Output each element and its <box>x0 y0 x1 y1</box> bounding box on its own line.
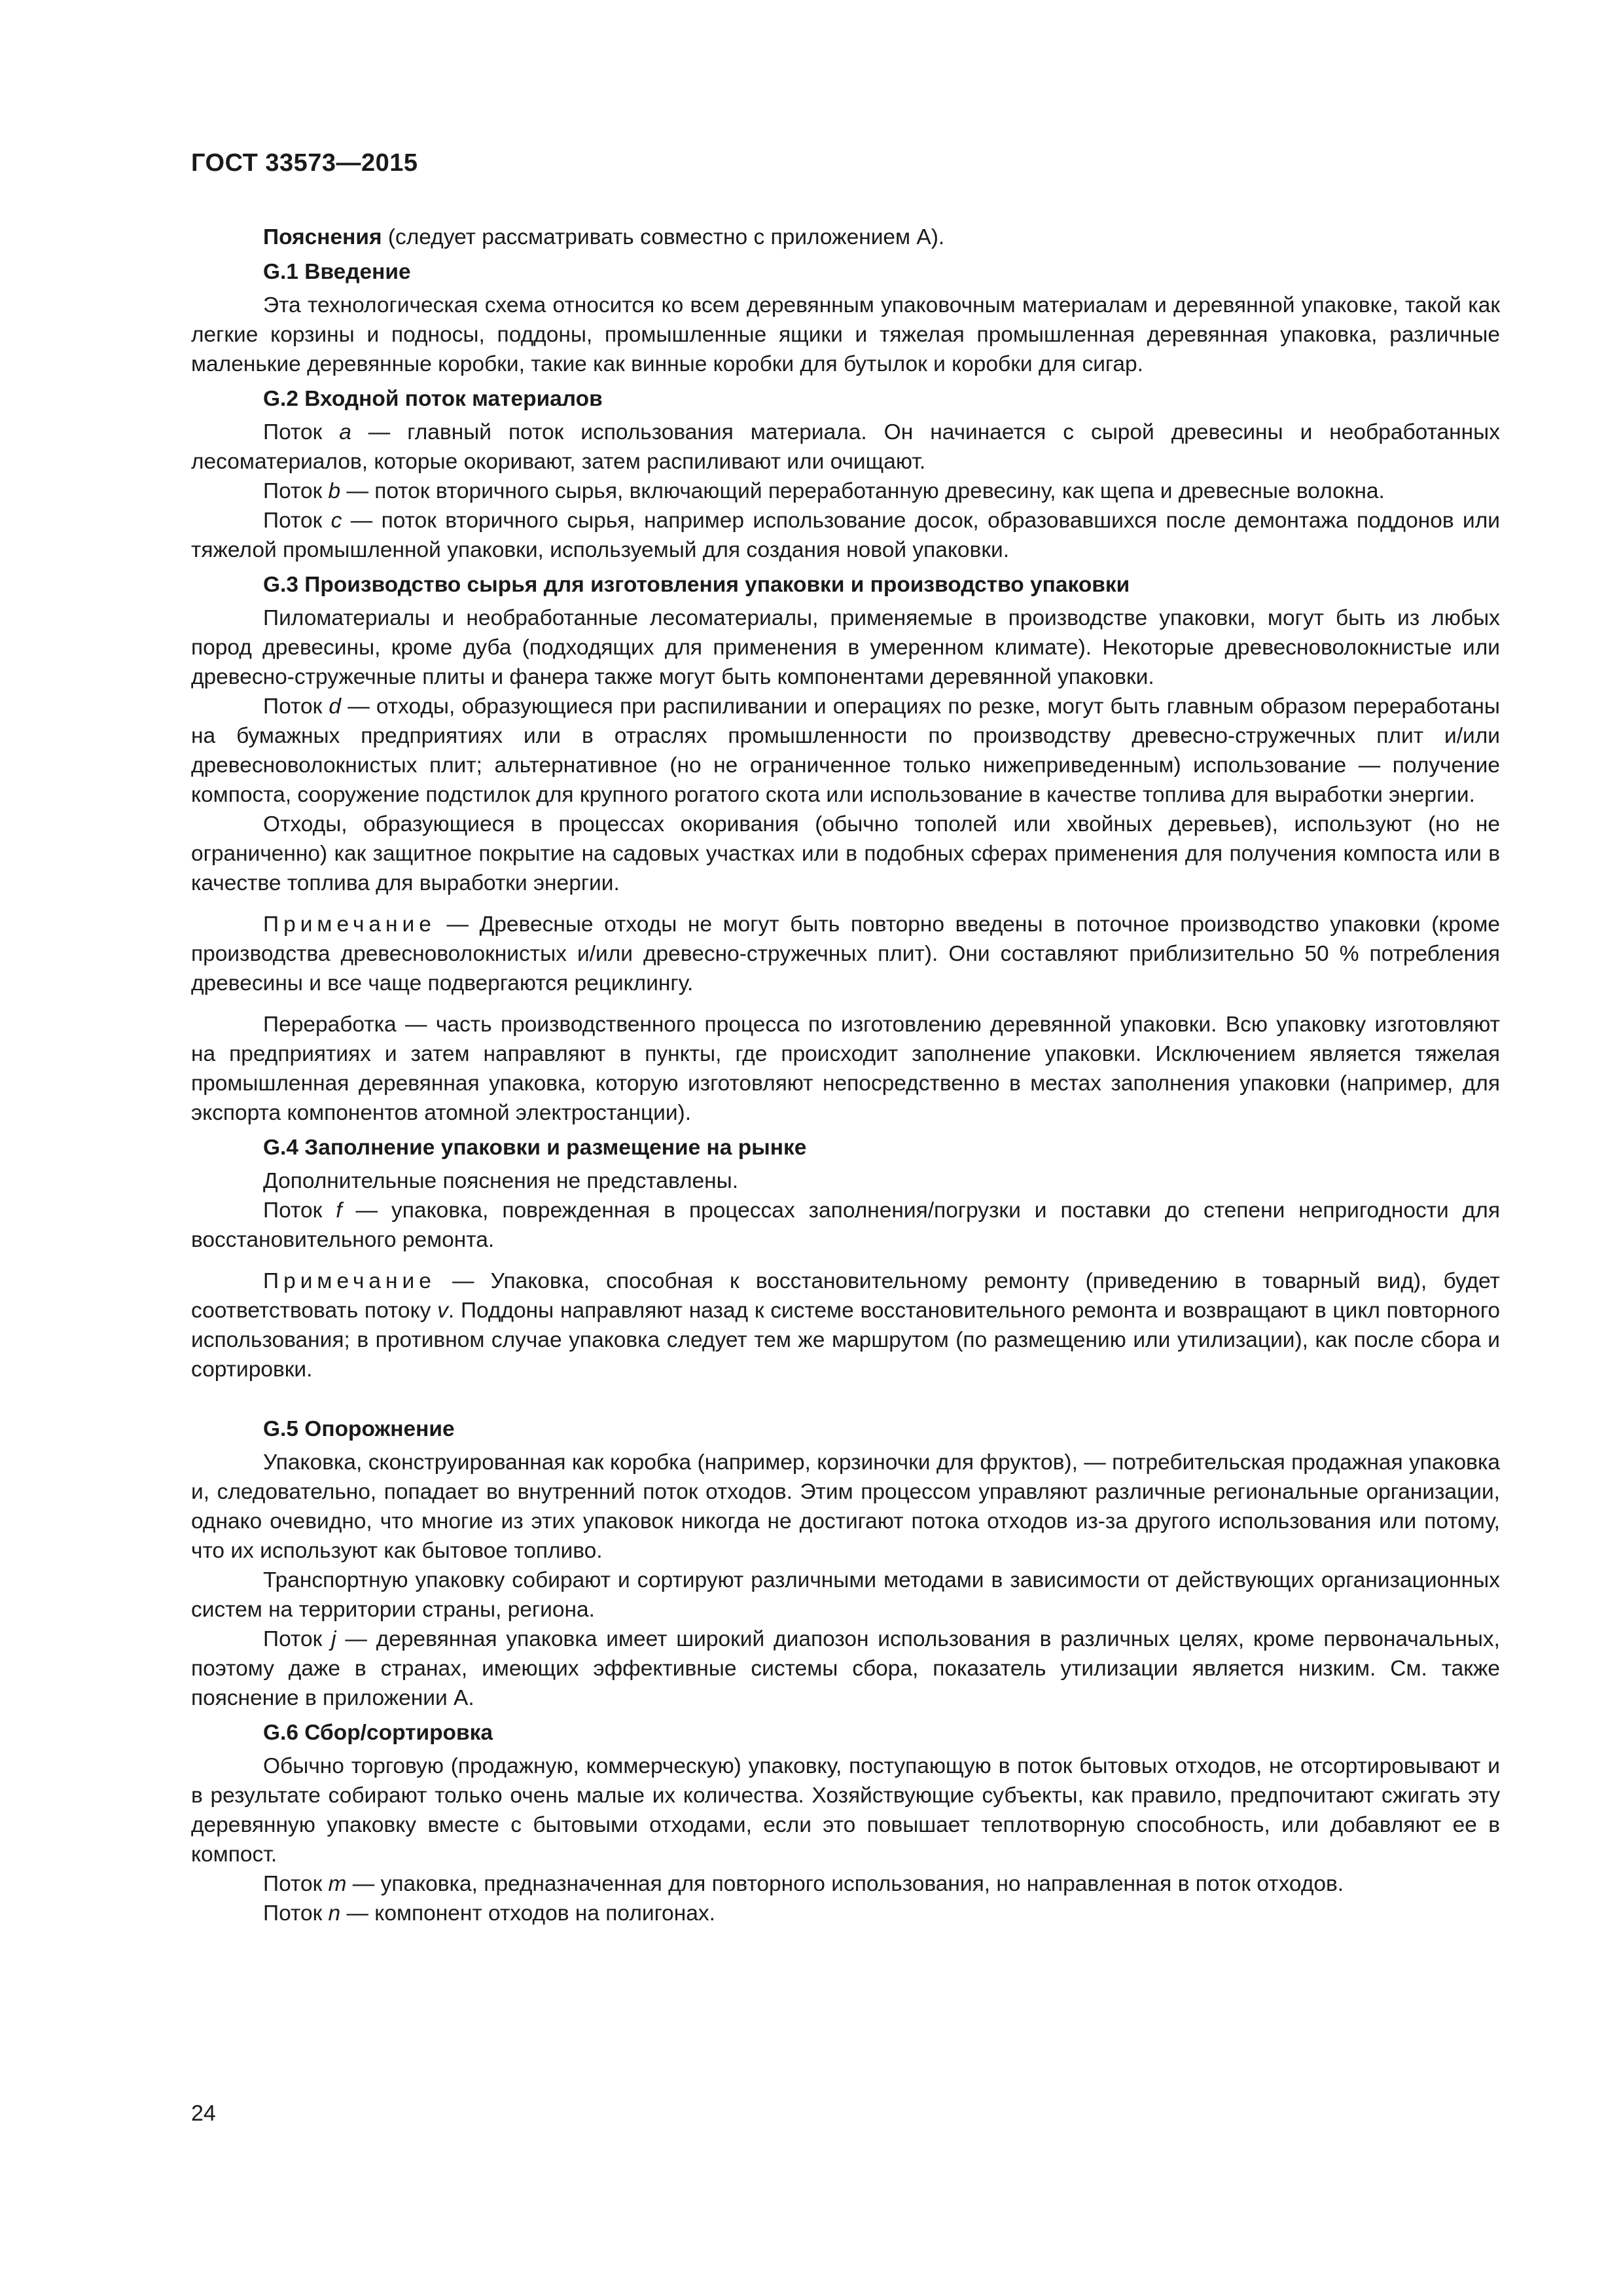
g2-paragraph-3 <box>191 506 1500 565</box>
section-heading-g6: G.6 Сбор/сортировка <box>263 1721 493 1745</box>
g3-p2-text: — отходы, образующиеся при распиливании и операциях по резке, могут быть главным образом переработаны на бумажных предприятиях или в отраслях промышленности по производству древесно-стружечных плит и/или древесноволокнистых плит; альтернативное (но не ограниченное только нижеприведенным) использование — получение компоста, сооружение подстилок для крупного рогатого скота или использование в качестве топлива для выработки энергии. <box>191 694 1500 807</box>
g5-p3-prefix: Поток <box>263 1627 332 1651</box>
g2-p1-variable: a <box>339 420 351 444</box>
page-number: 24 <box>191 2101 216 2126</box>
g3-paragraph-4: Переработка — часть производственного процесса по изготовлению деревянной упаковки. Всю упаковку изготовляют на предприятиях и затем направляют в пункты, где происходит заполнение упаковки. Исключением является тяжелая промышленная деревянная упаковка, которую изготовляют непосредственно в местах заполнения упаковки (например, для экспорта компонентов атомной электростанции). <box>191 1013 1500 1125</box>
g2-p1-prefix: Поток <box>263 420 340 444</box>
g2-p1-text: — главный поток использования материала. Он начинается с сырой древесины и необработанных лесоматериалов, которые окоривают, затем распиливают или очищают. <box>191 420 1500 474</box>
intro-bold-label: Пояснения <box>263 225 382 249</box>
section-heading-g2: G.2 Входной поток материалов <box>263 387 603 411</box>
g6-paragraph-3 <box>191 1899 1500 1928</box>
intro-text: (следует рассматривать совместно с приложением А). <box>382 225 945 249</box>
g5-paragraph-1: Упаковка, сконструированная как коробка (например, корзиночки для фруктов), — потребительская продажная упаковка и, следовательно, попадает во внутренний поток отходов. Этим процессом управляют различные региональные организации, однако очевидно, что многие из этих упаковок никогда не достигают потока отходов из-за другого использования или потому, что их используют как бытовое топливо. <box>191 1450 1500 1563</box>
g4-paragraph-2 <box>191 1196 1500 1255</box>
g6-p3-variable: n <box>328 1901 341 1926</box>
g6-p3-text: — компонент отходов на полигонах. <box>340 1901 715 1926</box>
g2-p3-variable: c <box>330 509 342 533</box>
g4-note-variable: v <box>437 1299 448 1323</box>
g4-note-label: Примечание <box>263 1269 436 1293</box>
g5-paragraph-3 <box>191 1624 1500 1713</box>
g3-paragraph-3: Отходы, образующиеся в процессах окоривания (обычно тополей или хвойных деревьев), используют (но не ограниченно) как защитное покрытие на садовых участках или в подобных сферах применения для получения компоста или в качестве топлива для выработки энергии. <box>191 812 1500 895</box>
g1-paragraph-1: Эта технологическая схема относится ко всем деревянным упаковочным материалам и деревянной упаковке, такой как легкие корзины и подносы, поддоны, промышленные ящики и тяжелая промышленная деревянная упаковка, различные маленькие деревянные коробки, такие как винные коробки для бутылок и коробки для сигар. <box>191 293 1500 376</box>
g6-p2-prefix: Поток <box>263 1872 329 1896</box>
g6-p2-text: — упаковка, предназначенная для повторного использования, но направленная в поток отходов. <box>346 1872 1344 1896</box>
section-heading-g5: G.5 Опорожнение <box>263 1417 455 1441</box>
g6-paragraph-1: Обычно торговую (продажную, коммерческую) упаковку, поступающую в поток бытовых отходов, не отсортировывают и в результате собирают только очень малые их количества. Хозяйствующие субъекты, как правило, предпочитают сжигать эту деревянную упаковку вместе с бытовыми отходами, если это повышает теплотворную способность, или добавляют ее в компост. <box>191 1754 1500 1867</box>
g6-p2-variable: m <box>328 1872 347 1896</box>
g5-paragraph-2: Транспортную упаковку собирают и сортируют различными методами в зависимости от действующих организационных систем на территории страны, региона. <box>191 1568 1500 1622</box>
spacer <box>191 1255 1500 1266</box>
document-body <box>191 223 1500 1928</box>
intro-paragraph <box>191 223 1500 252</box>
g4-paragraph-1: Дополнительные пояснения не представлены. <box>263 1169 739 1193</box>
spacer <box>191 1384 1500 1409</box>
g4-p2-variable: f <box>336 1198 342 1223</box>
g4-note <box>191 1266 1500 1384</box>
g4-note-text-a: — Упаковка, способная к восстановительному ремонту (приведению в товарный вид), будет соответствовать потоку <box>191 1269 1500 1323</box>
document-number: ГОСТ 33573—2015 <box>191 149 418 177</box>
g3-note <box>191 910 1500 998</box>
g2-paragraph-1 <box>191 418 1500 476</box>
g5-p3-variable: j <box>331 1627 336 1651</box>
section-heading-g1: G.1 Введение <box>263 260 411 284</box>
g3-note-label: Примечание <box>263 912 436 937</box>
g3-note-text: — Древесные отходы не могут быть повторно введены в поточное производство упаковки (кроме производства древесноволокнистых и/или древесно-стружечных плит). Они составляют приблизительно 50 % потребления древесины и все чаще подвергаются рециклингу. <box>191 912 1500 996</box>
g6-paragraph-2 <box>191 1869 1500 1899</box>
g2-p3-prefix: Поток <box>263 509 331 533</box>
spacer <box>191 898 1500 910</box>
g5-p3-text: — деревянная упаковка имеет широкий диапозон использования в различных целях, кроме первоначальных, поэтому даже в странах, имеющих эффективные системы сбора, показатель утилизации является низким. См. также пояснение в приложении А. <box>191 1627 1500 1710</box>
g4-note-text-b: . Поддоны направляют назад к системе восстановительного ремонта и возвращают в цикл повторного использования; в противном случае упаковка следует тем же маршрутом (по размещению или утилизации), как после сбора и сортировки. <box>191 1299 1500 1382</box>
g3-paragraph-1: Пиломатериалы и необработанные лесоматериалы, применяемые в производстве упаковки, могут быть из любых пород древесины, кроме дуба (подходящих для применения в умеренном климате). Некоторые древесноволокнистые или древесно-стружечные плиты и фанера также могут быть компонентами деревянной упаковки. <box>191 606 1500 689</box>
g2-p3-text: — поток вторичного сырья, например использование досок, образовавшихся после демонтажа поддонов или тяжелой промышленной упаковки, используемый для создания новой упаковки. <box>191 509 1500 562</box>
g4-p2-text: — упаковка, поврежденная в процессах заполнения/погрузки и поставки до степени непригодности для восстановительного ремонта. <box>191 1198 1500 1252</box>
g6-p3-prefix: Поток <box>263 1901 329 1926</box>
g2-p2-text: — поток вторичного сырья, включающий переработанную древесину, как щепа и древесные волокна. <box>340 479 1385 503</box>
section-heading-g3: G.3 Производство сырья для изготовления упаковки и производство упаковки <box>263 573 1130 597</box>
g3-p2-prefix: Поток <box>263 694 329 719</box>
section-heading-g4: G.4 Заполнение упаковки и размещение на рынке <box>263 1136 807 1160</box>
g2-p2-variable: b <box>328 479 341 503</box>
g2-paragraph-2 <box>191 476 1500 506</box>
spacer <box>191 998 1500 1010</box>
g3-paragraph-2 <box>191 692 1500 810</box>
g2-p2-prefix: Поток <box>263 479 329 503</box>
g4-p2-prefix: Поток <box>263 1198 336 1223</box>
g3-p2-variable: d <box>329 694 342 719</box>
